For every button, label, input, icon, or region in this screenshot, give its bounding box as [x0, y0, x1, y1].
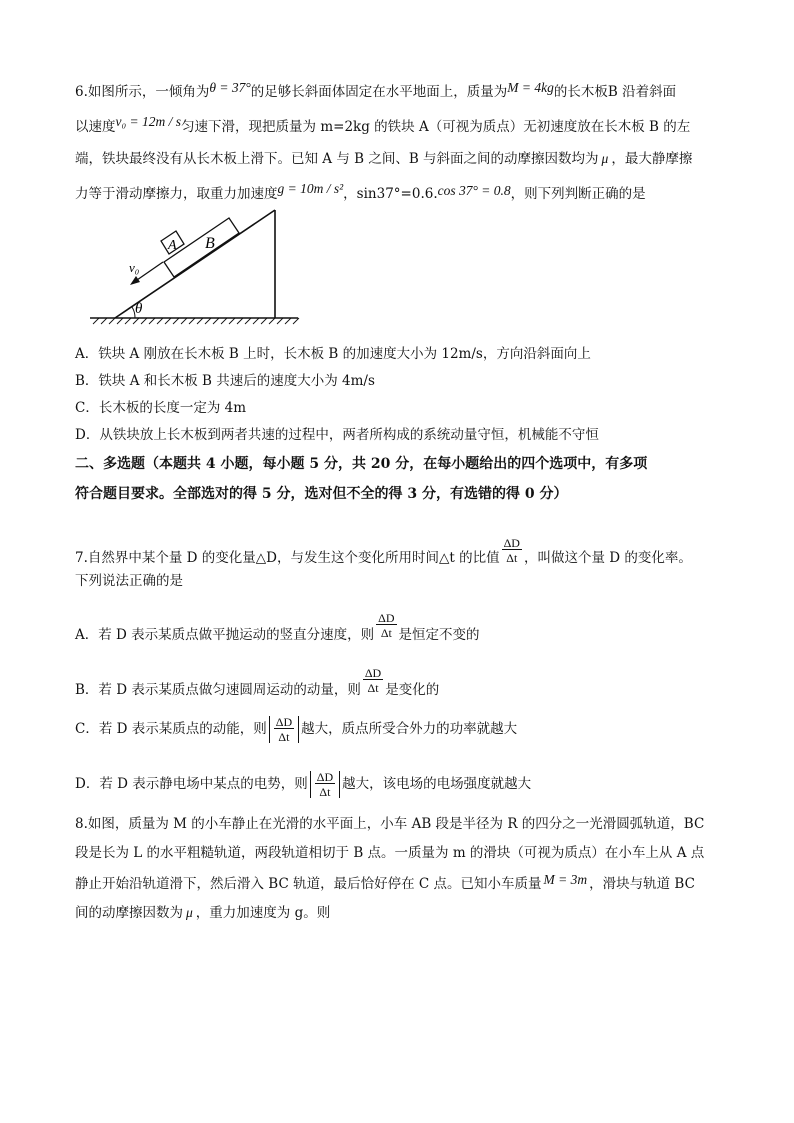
q6-text: ，则下列判断正确的是 [510, 186, 646, 202]
velocity-expression: v₀ = 12m / s [115, 114, 182, 129]
fraction-denominator: Δt [380, 626, 392, 640]
fraction-denominator: Δt [367, 681, 379, 695]
q8-text: ，重力加速度为 g。则 [195, 905, 331, 921]
q7-option-text: D．若 D 表示静电场中某点的电势，则 [75, 776, 308, 792]
fraction-numerator: ΔD [378, 611, 395, 625]
q6-option-b: B．铁块 A 和长木板 B 共速后的速度大小为 4m/s [75, 373, 375, 389]
ground-hatching [93, 318, 299, 324]
mass-expression: M = 3m [543, 872, 588, 887]
block-A-label: A [168, 238, 177, 253]
rate-fraction [363, 667, 383, 694]
velocity-arrow-head [130, 276, 140, 285]
fraction-numerator: ΔD [364, 666, 382, 680]
section-heading-line2: 符合题目要求。全部选对的得 5 分，选对但不全的得 3 分，有选错的得 0 分） [75, 486, 568, 502]
board-B-label: B [205, 235, 215, 252]
q7-option-text: 越大，质点所受合外力的功率就越大 [301, 721, 518, 737]
theta-expression: θ = 37° [209, 80, 251, 95]
q6-option-a: A．铁块 A 刚放在长木板 B 上时，长木板 B 的加速度大小为 12m/s，方向沿斜面向上 [75, 346, 591, 362]
cos-expression: cos 37° = 0.8 [437, 183, 511, 198]
q7-option-text: B．若 D 表示某质点做匀速圆周运动的动量，则 [75, 682, 361, 698]
absolute-value-bars [310, 771, 340, 798]
q6-text: 力等于滑动摩擦力，取重力加速度 [75, 186, 278, 202]
q6-line1 [75, 82, 676, 102]
q7-line2: 下列说法正确的是 [75, 573, 183, 589]
q6-line4 [75, 181, 646, 204]
q6-text: 的足够长斜面体固定在水平地面上，质量为 [250, 84, 508, 100]
q7-text: ，叫做这个量 D 的变化率。 [523, 550, 692, 566]
mass-expression: M = 4kg [507, 80, 554, 95]
q8-line4 [75, 903, 330, 923]
fraction-denominator: Δt [319, 785, 331, 799]
incline-figure [85, 205, 305, 330]
mu-symbol: μ [186, 905, 193, 920]
q7-option-text: A．若 D 表示某质点做平抛运动的竖直分速度，则 [75, 627, 375, 643]
rate-fraction [502, 537, 522, 564]
q7-text: 7.自然界中某个量 D 的变化量△D，与发生这个变化所用时间△t 的比值 [75, 550, 500, 566]
q6-text: 6.如图所示，一倾角为 [75, 84, 210, 100]
fraction-numerator: ΔD [316, 770, 334, 784]
q6-text: 匀速下滑，现把质量为 m=2kg 的铁块 A（可视为质点）无初速度放在长木板 B 的左 [181, 119, 691, 135]
fraction-numerator: ΔD [503, 536, 520, 550]
v0-label: v₀ [129, 260, 140, 275]
gravity-expression: g = 10m / s² [277, 181, 344, 196]
velocity-arrow-shaft [137, 262, 163, 280]
q6-text: ，sin37°=0.6. [343, 186, 438, 202]
q7-option-c [75, 716, 517, 743]
q7-option-text: C．若 D 表示某质点的动能，则 [75, 721, 267, 737]
rate-fraction [376, 612, 396, 639]
q7-option-text: 是恒定不变的 [398, 627, 480, 643]
q6-line2 [75, 114, 691, 137]
q6-option-d: D．从铁块放上长木板到两者共速的过程中，两者所构成的系统动量守恒，机械能不守恒 [75, 427, 599, 443]
q6-option-c: C．长木板的长度一定为 4m [75, 400, 247, 416]
absolute-value-bars [269, 716, 299, 743]
fraction-denominator: Δt [278, 730, 290, 744]
q8-line1: 8.如图，质量为 M 的小车静止在光滑的水平面上，小车 AB 段是半径为 R 的四分之一光滑圆弧轨道，BC [75, 816, 705, 832]
q8-text: 静止开始沿轨道滑下，然后滑入 BC 轨道，最后恰好停在 C 点。已知小车质量 [75, 876, 542, 892]
fraction-denominator: Δt [506, 551, 518, 565]
q7-option-text: 越大，该电场的电场强度就越大 [342, 776, 532, 792]
mu-symbol: μ [601, 151, 609, 166]
q6-line3 [75, 149, 692, 169]
fraction-numerator: ΔD [275, 715, 293, 729]
q8-line3 [75, 874, 695, 894]
q7-option-text: 是变化的 [385, 682, 440, 698]
rate-fraction [315, 771, 335, 798]
q6-text: 端，铁块最终没有从长木板上滑下。已知 A 与 B 之间、B 与斜面之间的动摩擦因数均为 [75, 151, 599, 167]
q6-text: ，最大静摩擦 [611, 151, 693, 167]
rate-fraction [274, 716, 294, 743]
theta-label: θ [135, 301, 143, 317]
q6-text: 的长木板B 沿着斜面 [553, 84, 677, 100]
q8-text: ，滑块与轨道 BC [589, 876, 695, 892]
q8-text: 间的动摩擦因数为 [75, 905, 183, 921]
q8-line2: 段是长为 L 的水平粗糙轨道，两段轨道相切于 B 点。一质量为 m 的滑块（可视为质点）在小车上从 A 点 [75, 845, 705, 861]
section-heading-line1: 二、多选题（本题共 4 小题，每小题 5 分，共 20 分，在每小题给出的四个选项中，有多项 [75, 456, 648, 472]
q6-text: 以速度 [75, 119, 116, 135]
q7-option-d [75, 771, 531, 798]
